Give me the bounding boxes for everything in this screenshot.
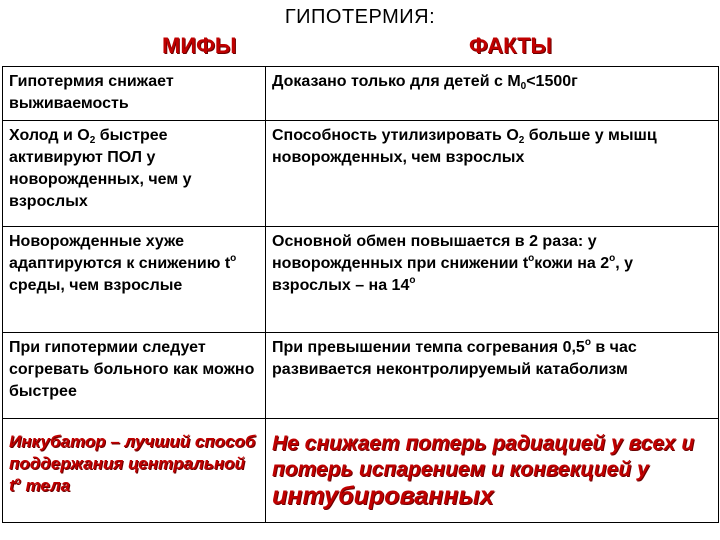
table-row	[3, 227, 719, 333]
fact-cell: Способность утилизировать $О_2$ больше у мышц новорожденных, чем взрослых	[266, 121, 719, 227]
table-row	[3, 121, 719, 227]
page-title: ГИПОТЕРМИЯ:	[284, 6, 436, 28]
myth-cell: Холод и $О_2$ быстрее активируют ПОЛ у новорожденных, чем у взрослых	[3, 121, 266, 227]
myth-cell: Гипотермия снижает выживаемость	[3, 67, 266, 121]
fact-cell-highlight: Не снижает потерь радиацией у всех и потерь испарением и конвекцией у интубированных	[266, 419, 719, 523]
myth-cell-highlight: Инкубатор – лучший способ поддержания центральной $t^о$ тела	[3, 419, 266, 523]
myth-cell: При гипотермии следует согревать больного как можно быстрее	[3, 333, 266, 419]
myth-cell: Новорожденные хуже адаптируются к снижению $t^о$ среды, чем взрослые	[3, 227, 266, 333]
table-row	[3, 333, 719, 419]
fact-cell: При превышении темпа согревания $0,5^о$ в час развивается неконтролируемый катаболизм	[266, 333, 719, 419]
myths-facts-table	[2, 66, 719, 523]
table-row	[3, 67, 719, 121]
facts-header: ФАКТЫ	[469, 33, 553, 58]
myths-header: МИФЫ	[162, 33, 237, 58]
fact-cell: Доказано только для детей с $М_0<1500г$	[266, 67, 719, 121]
fact-cell: Основной обмен повышается в 2 раза: у новорожденных при снижении $t^окожи$ на $2^о$, у взрослых – на $14^о$	[266, 227, 719, 333]
table-row	[3, 419, 719, 523]
